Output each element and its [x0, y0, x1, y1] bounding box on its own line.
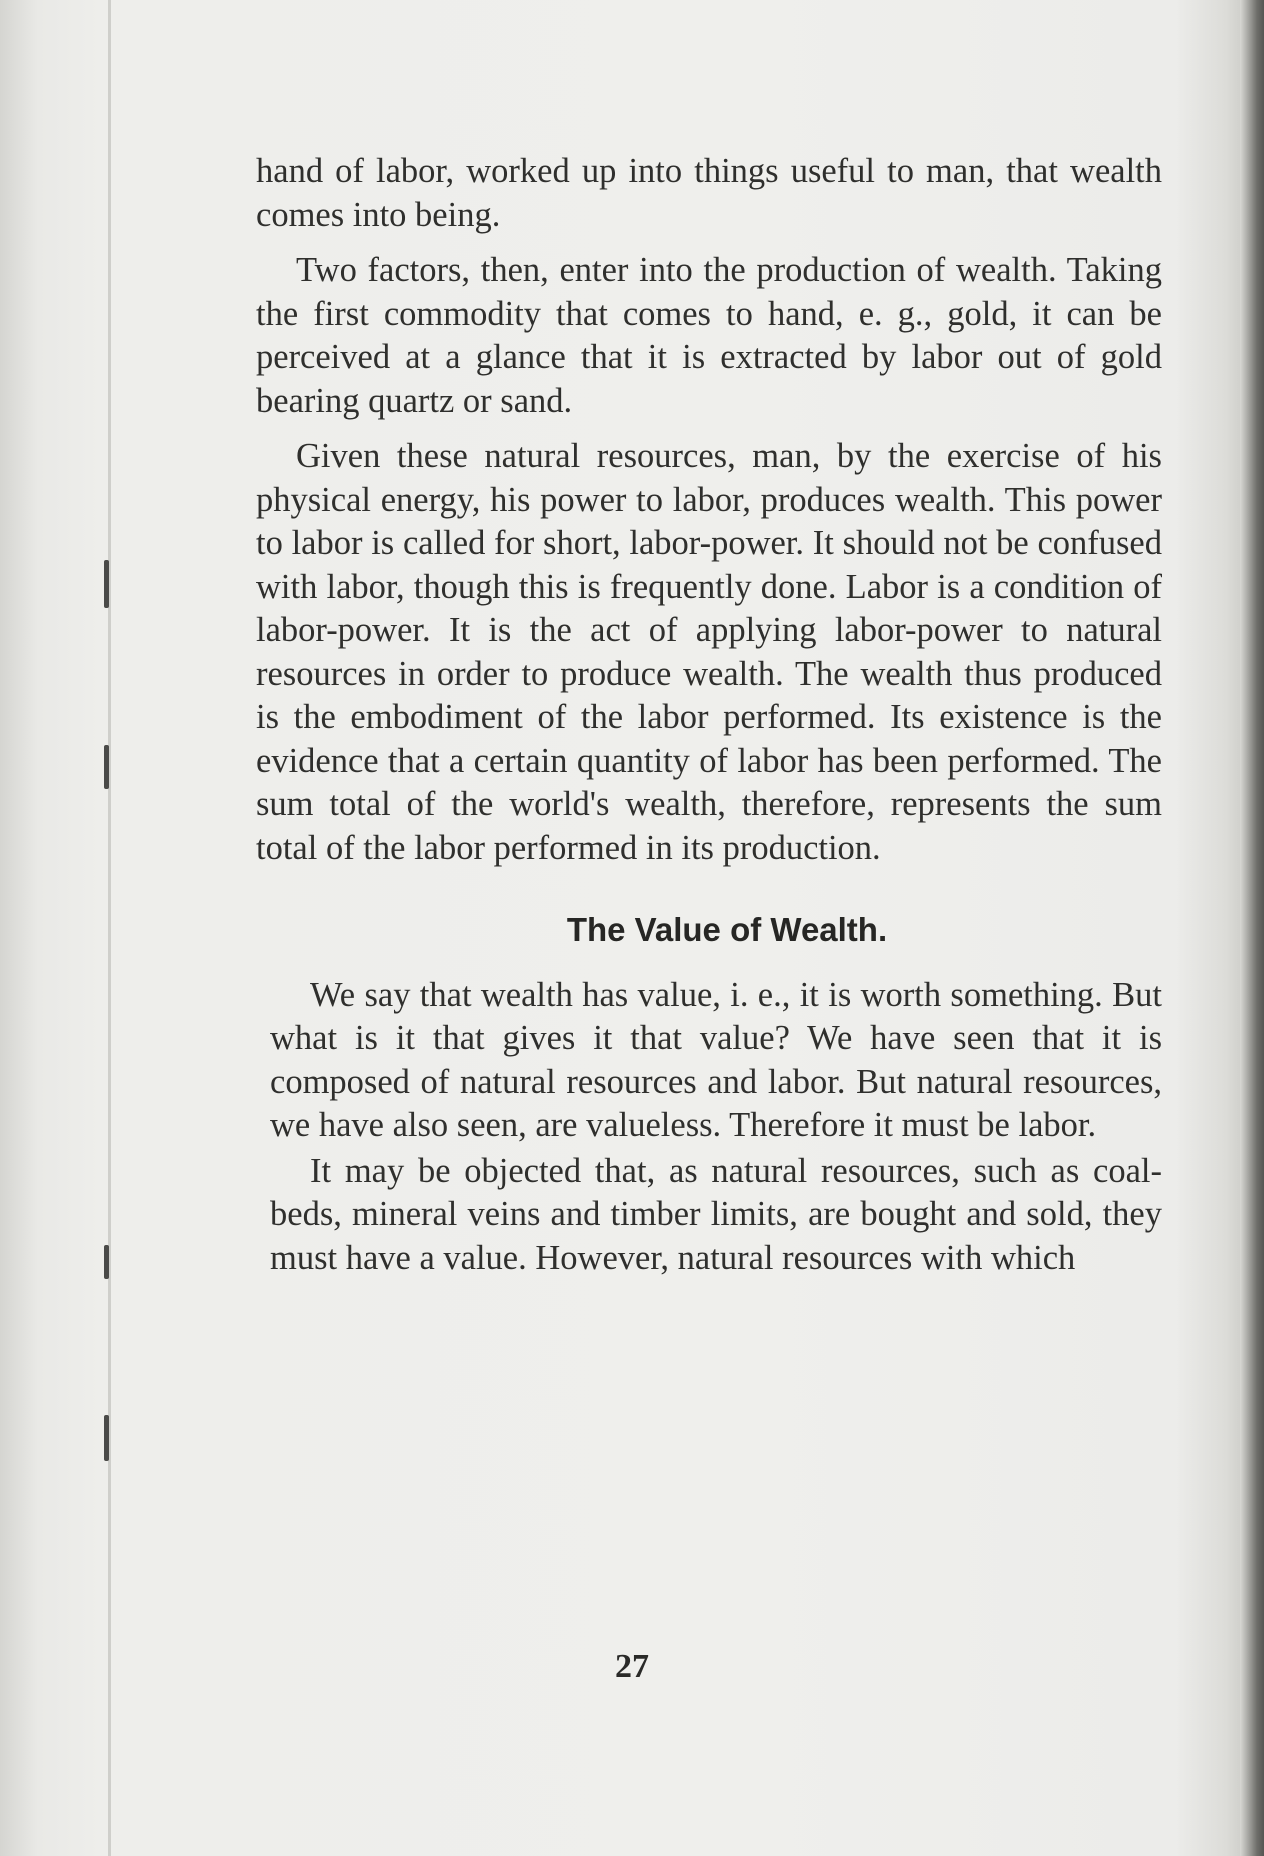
binding-stitch-mark: [104, 560, 109, 608]
page-text-block: [256, 150, 1162, 1280]
page-number: 27: [615, 1648, 649, 1685]
binding-stitch-mark: [104, 1415, 109, 1461]
binding-stitch-mark: [104, 745, 109, 789]
page-edge-shadow: [1240, 0, 1264, 1856]
binding-gutter: [108, 0, 111, 1856]
paragraph: We say that wealth has value, i. e., it is worth something. But what is it that gives it that value? We have seen that it is composed of natural resources and labor. But natural resources, we have also seen, are valueless. Therefore it must be labor.: [270, 975, 1162, 1144]
section-heading: The Value of Wealth.: [566, 911, 888, 948]
binding-stitch-mark: [104, 1245, 109, 1279]
paragraph: hand of labor, worked up into things useful to man, that wealth comes into being.: [256, 152, 1162, 234]
paragraph: Two factors, then, enter into the production of wealth. Taking the first commodity that comes to hand, e. g., gold, it can be perceived at a glance that it is extracted by labor out of gold bearing quartz or sand.: [256, 251, 1162, 420]
paragraph: Given these natural resources, man, by the exercise of his physical energy, his power to labor, produces wealth. This power to labor is called for short, labor-power. It should not be confused with labor, though this is frequently done. Labor is a condition of labor-power. It is the act of applying labor-power to natural resources in order to produce wealth. The wealth thus produced is the embodiment of the labor performed. Its existence is the evidence that a certain quantity of labor has been performed. The sum total of the world's wealth, therefore, represents the sum total of the labor performed in its production.: [256, 437, 1162, 867]
paragraph: It may be objected that, as natural resources, such as coal-beds, mineral veins and timber limits, are bought and sold, they must have a value. However, natural resources with which: [270, 1151, 1162, 1277]
lower-text-block: [256, 974, 1162, 1281]
